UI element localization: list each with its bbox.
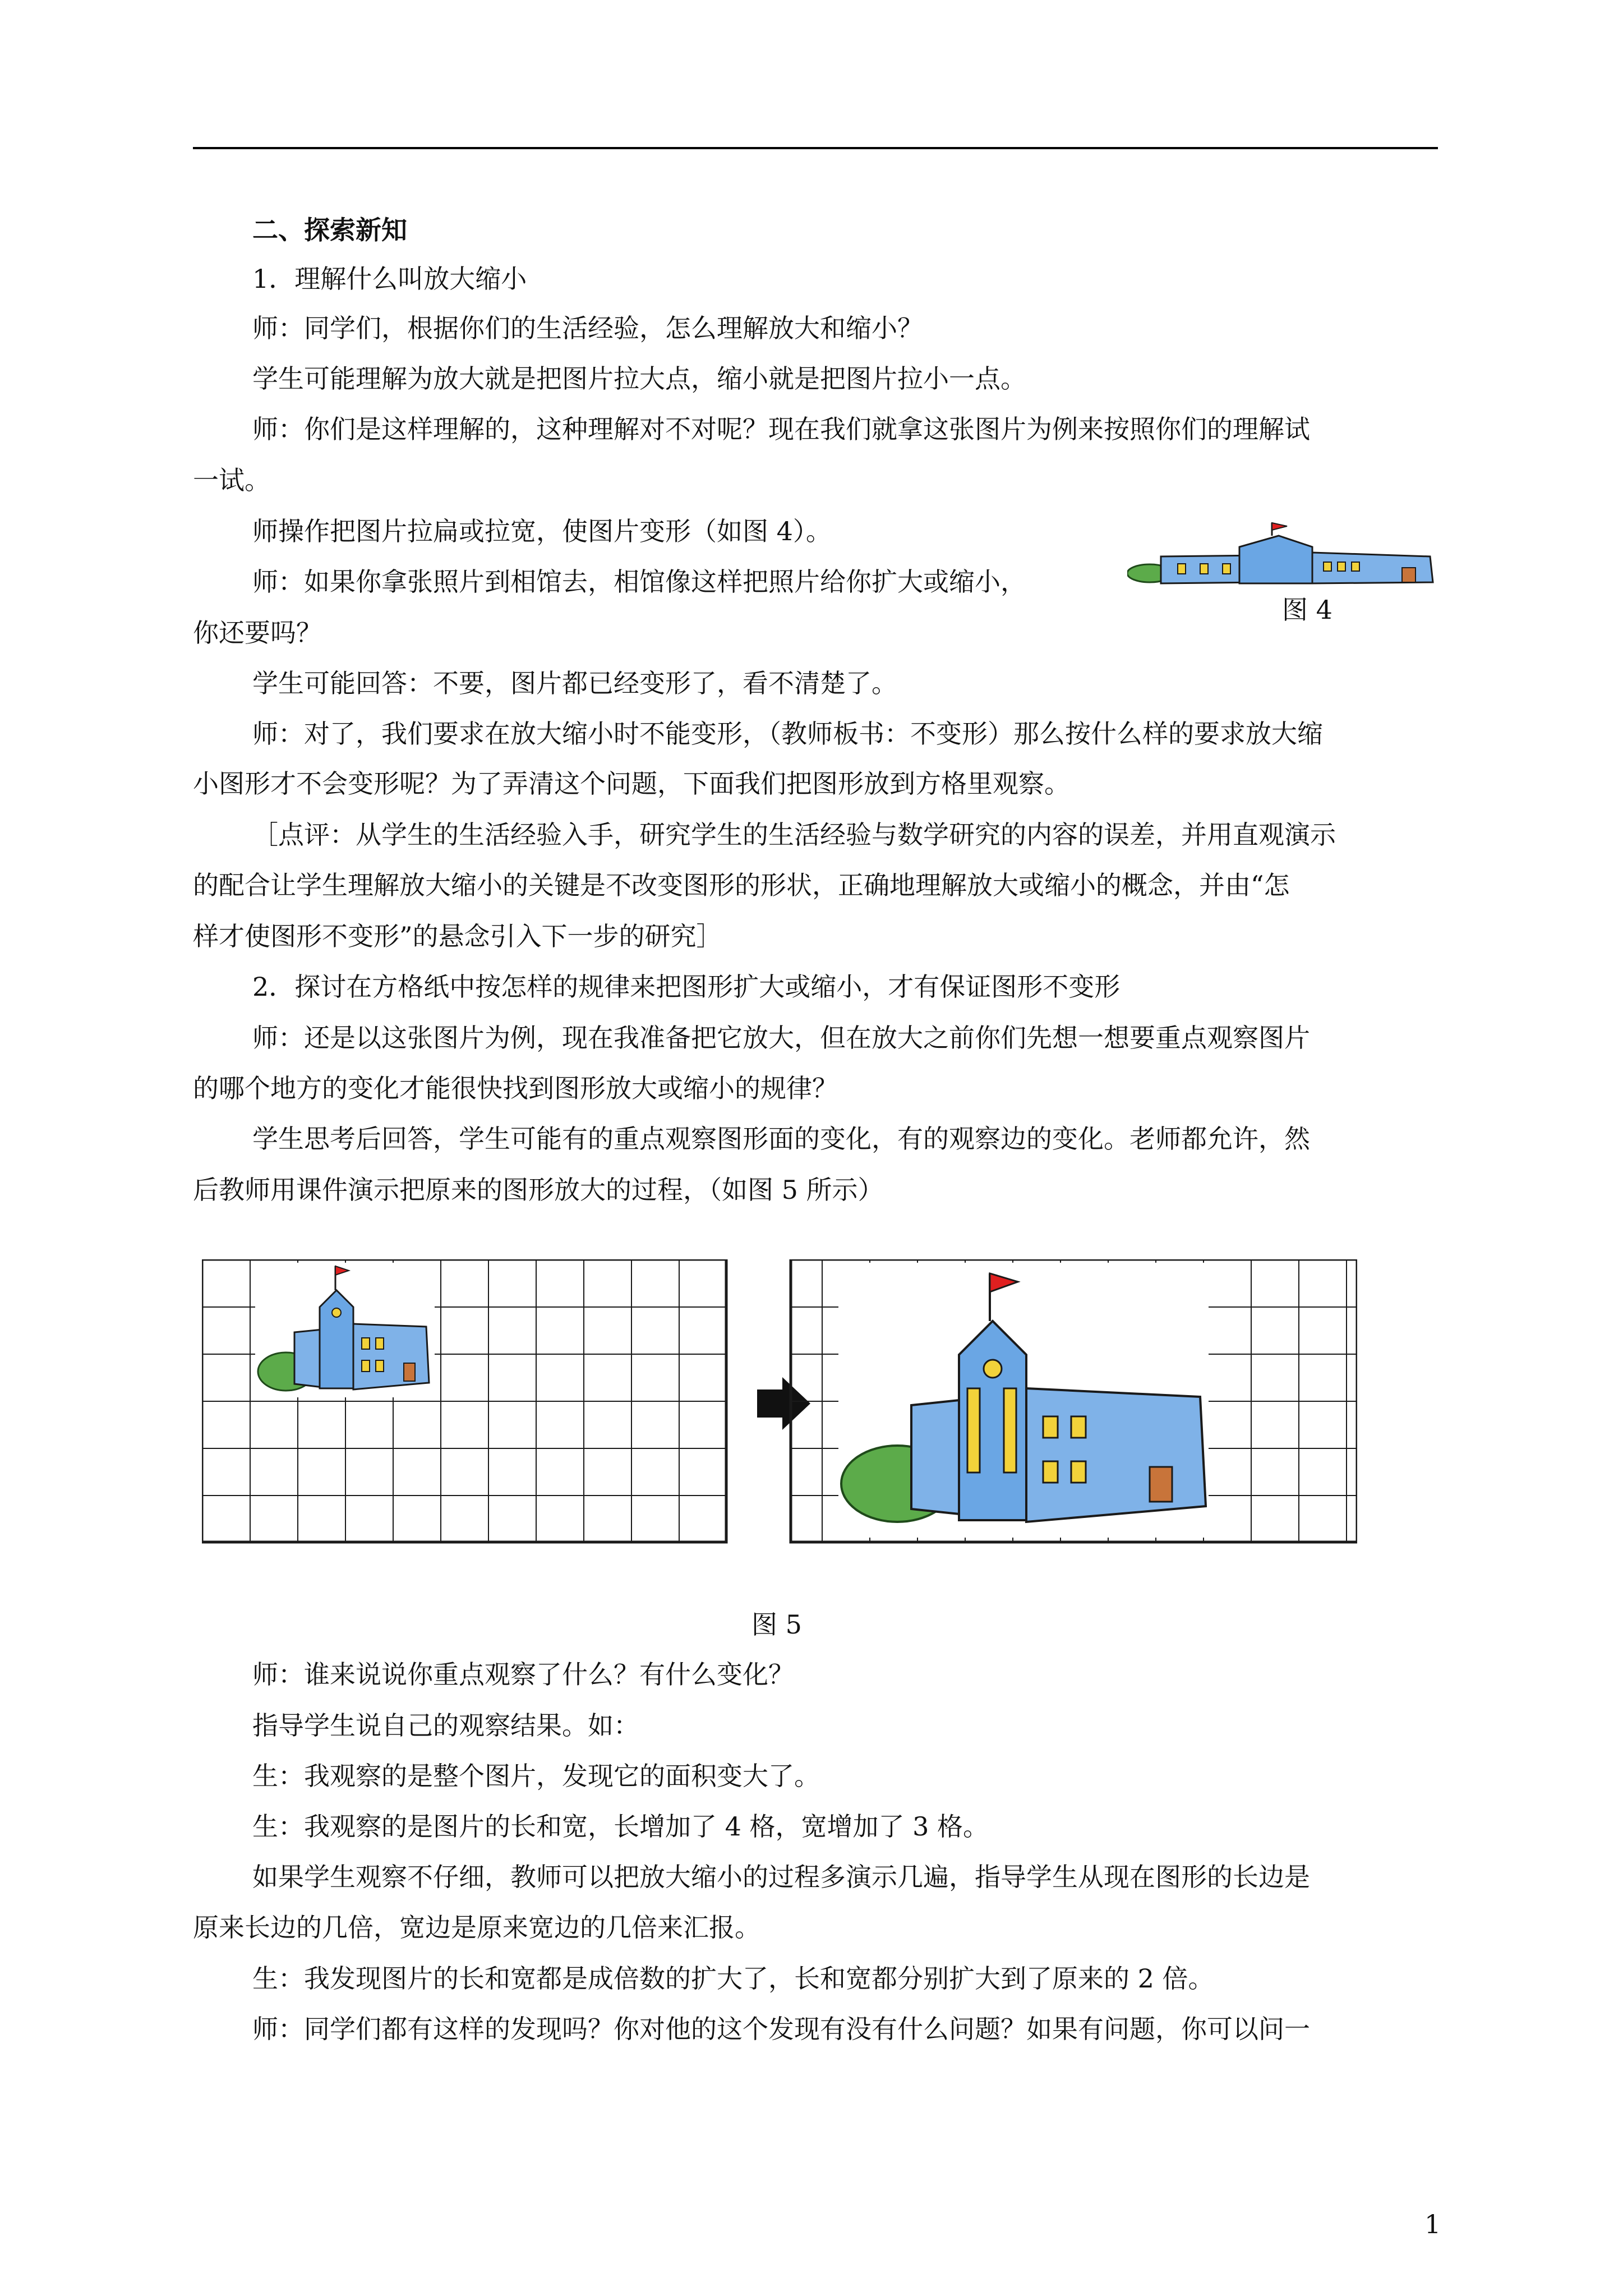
enlarged-building-picture — [838, 1263, 1209, 1538]
original-building-picture — [255, 1263, 435, 1397]
comment-paragraph-cont: 的配合让学生理解放大缩小的关键是不改变图形的形状，正确地理解放大或缩小的概念，并由“怎 — [193, 870, 1290, 900]
subheading-2: 2．探讨在方格纸中按怎样的规律来把图形扩大或缩小，才有保证图形不变形 — [252, 972, 1121, 1002]
paragraph-cont: 一试。 — [193, 465, 270, 495]
section-heading: 二、探索新知 — [252, 215, 407, 245]
figure-5-caption: 图 5 — [751, 1609, 802, 1640]
paragraph: 师：对了，我们要求在放大缩小时不能变形，（教师板书：不变形）那么按什么样的要求放大缩 — [252, 719, 1323, 749]
paragraph-cont: 你还要吗？ — [193, 618, 322, 648]
page-number: 1 — [1424, 2209, 1441, 2239]
comment-paragraph: ［点评：从学生的生活经验入手，研究学生的生活经验与数学研究的内容的误差，并用直观演示 — [252, 820, 1336, 850]
paragraph-cont: 小图形才不会变形呢？为了弄清这个问题，下面我们把图形放到方格里观察。 — [193, 769, 1070, 799]
paragraph: 师操作把图片拉扁或拉宽，使图片变形（如图 4）。 — [252, 516, 832, 546]
paragraph: 如果学生观察不仔细，教师可以把放大缩小的过程多演示几遍，指导学生从现在图形的长边是 — [252, 1862, 1310, 1892]
header-rule — [193, 147, 1438, 149]
paragraph: 师：还是以这张图片为例，现在我准备把它放大，但在放大之前你们先想一想要重点观察图片 — [252, 1023, 1310, 1053]
paragraph: 师：同学们，根据你们的生活经验，怎么理解放大和缩小？ — [252, 313, 923, 343]
paragraph: 师：如果你拿张照片到相馆去，相馆像这样把照片给你扩大或缩小， — [252, 567, 1026, 597]
paragraph: 生：我观察的是整个图片，发现它的面积变大了。 — [252, 1761, 820, 1791]
figure-5-enlargement-grids — [202, 1259, 1357, 1554]
comment-paragraph-cont: 样才使图形不变形”的悬念引入下一步的研究］ — [193, 921, 722, 951]
paragraph: 师：同学们都有这样的发现吗？你对他的这个发现有没有什么问题？如果有问题，你可以问一 — [252, 2014, 1310, 2044]
paragraph: 指导学生说自己的观察结果。如： — [252, 1710, 639, 1741]
paragraph: 学生可能理解为放大就是把图片拉大点，缩小就是把图片拉小一点。 — [252, 364, 1026, 394]
paragraph: 生：我观察的是图片的长和宽，长增加了 4 格，宽增加了 3 格。 — [252, 1811, 989, 1842]
subheading-1: 1．理解什么叫放大缩小 — [252, 264, 527, 294]
paragraph: 师：你们是这样理解的，这种理解对不对呢？现在我们就拿这张图片为例来按照你们的理解试 — [252, 414, 1310, 444]
paragraph: 生：我发现图片的长和宽都是成倍数的扩大了，长和宽都分别扩大到了原来的 2 倍。 — [252, 1963, 1214, 1994]
paragraph-cont: 后教师用课件演示把原来的图形放大的过程，（如图 5 所示） — [193, 1175, 884, 1205]
paragraph: 师：谁来说说你重点观察了什么？有什么变化？ — [252, 1659, 794, 1690]
figure-4-caption: 图 4 — [1282, 595, 1332, 625]
paragraph: 学生可能回答：不要，图片都已经变形了，看不清楚了。 — [252, 668, 897, 698]
figure-4-stretched-building — [1127, 522, 1436, 589]
paragraph: 学生思考后回答，学生可能有的重点观察图形面的变化，有的观察边的变化。老师都允许，然 — [252, 1124, 1310, 1154]
paragraph-cont: 的哪个地方的变化才能很快找到图形放大或缩小的规律？ — [193, 1073, 838, 1103]
paragraph-cont: 原来长边的几倍，宽边是原来宽边的几倍来汇报。 — [193, 1912, 760, 1943]
